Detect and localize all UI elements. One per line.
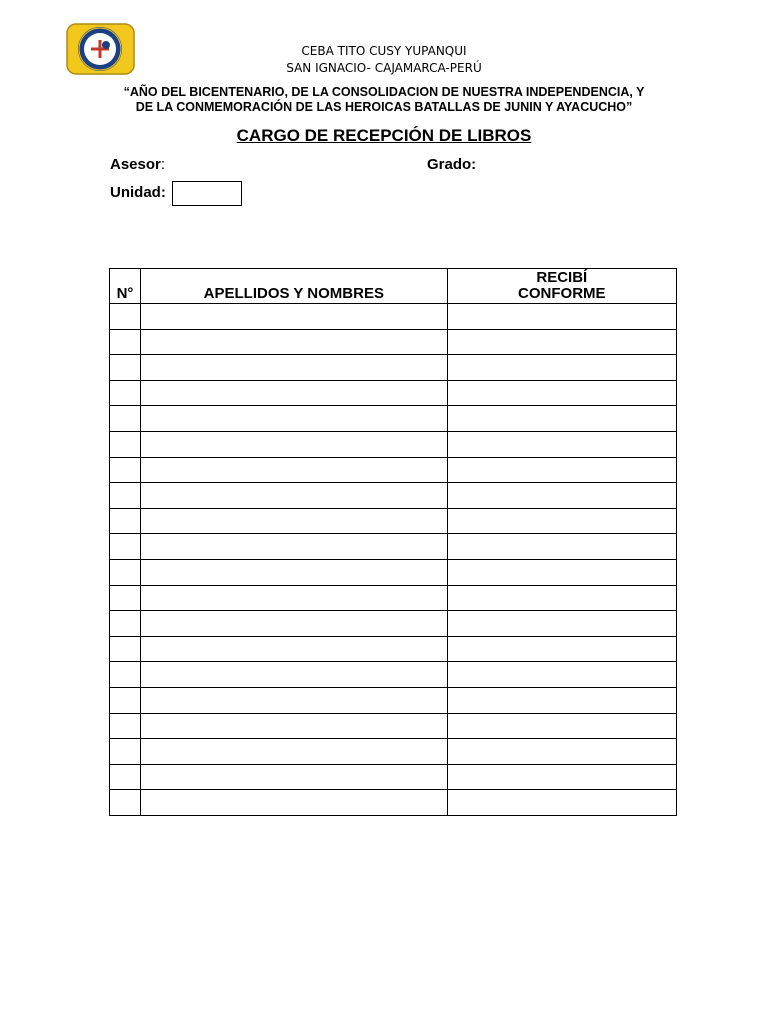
row-number-cell[interactable] [110, 508, 141, 534]
table-header-row [110, 269, 677, 304]
row-signature-cell[interactable] [447, 559, 676, 585]
row-names-cell[interactable] [141, 739, 448, 765]
row-names-cell[interactable] [141, 662, 448, 688]
asesor-colon: : [160, 156, 166, 173]
grado-label: Grado: [427, 156, 477, 173]
column-header-received-line1: RECIBÍ [536, 269, 588, 286]
row-signature-cell[interactable] [447, 380, 676, 406]
row-number-cell[interactable] [110, 304, 141, 330]
row-names-cell[interactable] [141, 355, 448, 381]
row-number-cell[interactable] [110, 431, 141, 457]
unidad-input-box[interactable] [172, 181, 242, 206]
row-names-cell[interactable] [141, 790, 448, 816]
row-number-cell[interactable] [110, 380, 141, 406]
year-motto-line1: “AÑO DEL BICENTENARIO, DE LA CONSOLIDACION DE NUESTRA INDEPENDENCIA, Y [123, 85, 645, 99]
unidad-field [110, 184, 166, 202]
unidad-label: Unidad: [110, 184, 166, 201]
row-signature-cell[interactable] [447, 764, 676, 790]
table-row [110, 355, 677, 381]
row-number-cell[interactable] [110, 559, 141, 585]
row-number-cell[interactable] [110, 534, 141, 560]
table-row [110, 559, 677, 585]
row-signature-cell[interactable] [447, 483, 676, 509]
row-signature-cell[interactable] [447, 713, 676, 739]
row-names-cell[interactable] [141, 457, 448, 483]
row-names-cell[interactable] [141, 585, 448, 611]
column-header-received-line2: CONFORME [518, 285, 606, 302]
row-signature-cell[interactable] [447, 457, 676, 483]
row-number-cell[interactable] [110, 406, 141, 432]
row-signature-cell[interactable] [447, 739, 676, 765]
row-signature-cell[interactable] [447, 662, 676, 688]
row-signature-cell[interactable] [447, 611, 676, 637]
row-signature-cell[interactable] [447, 406, 676, 432]
table-row [110, 431, 677, 457]
row-names-cell[interactable] [141, 687, 448, 713]
column-header-names: APELLIDOS Y NOMBRES [141, 269, 448, 304]
table-row [110, 483, 677, 509]
school-name: CEBA TITO CUSY YUPANQUI [301, 44, 467, 58]
row-names-cell[interactable] [141, 764, 448, 790]
table-row [110, 585, 677, 611]
row-number-cell[interactable] [110, 713, 141, 739]
table-row [110, 534, 677, 560]
table-row [110, 380, 677, 406]
row-signature-cell[interactable] [447, 636, 676, 662]
table-row [110, 329, 677, 355]
row-number-cell[interactable] [110, 483, 141, 509]
column-header-number: N° [110, 269, 141, 304]
table-row [110, 406, 677, 432]
row-number-cell[interactable] [110, 457, 141, 483]
document-title: CARGO DE RECEPCIÓN DE LIBROS [236, 126, 532, 145]
row-signature-cell[interactable] [447, 431, 676, 457]
row-names-cell[interactable] [141, 611, 448, 637]
row-names-cell[interactable] [141, 534, 448, 560]
row-names-cell[interactable] [141, 431, 448, 457]
row-names-cell[interactable] [141, 380, 448, 406]
table-row [110, 713, 677, 739]
table-body [110, 304, 677, 816]
row-names-cell[interactable] [141, 713, 448, 739]
row-signature-cell[interactable] [447, 329, 676, 355]
table-row [110, 508, 677, 534]
grado-field [427, 156, 476, 174]
row-number-cell[interactable] [110, 739, 141, 765]
row-number-cell[interactable] [110, 355, 141, 381]
row-number-cell[interactable] [110, 611, 141, 637]
row-names-cell[interactable] [141, 508, 448, 534]
row-names-cell[interactable] [141, 406, 448, 432]
table-row [110, 764, 677, 790]
table-row [110, 687, 677, 713]
row-signature-cell[interactable] [447, 585, 676, 611]
row-number-cell[interactable] [110, 329, 141, 355]
table-row [110, 739, 677, 765]
row-number-cell[interactable] [110, 790, 141, 816]
row-number-cell[interactable] [110, 764, 141, 790]
row-names-cell[interactable] [141, 304, 448, 330]
row-signature-cell[interactable] [447, 508, 676, 534]
column-header-received [447, 269, 676, 304]
row-signature-cell[interactable] [447, 534, 676, 560]
school-location: SAN IGNACIO- CAJAMARCA-PERÚ [286, 61, 482, 75]
row-number-cell[interactable] [110, 636, 141, 662]
asesor-label: Asesor [110, 156, 161, 173]
table-row [110, 662, 677, 688]
table-row [110, 457, 677, 483]
row-number-cell[interactable] [110, 662, 141, 688]
table-row [110, 790, 677, 816]
row-signature-cell[interactable] [447, 355, 676, 381]
year-motto-line2: DE LA CONMEMORACIÓN DE LAS HEROICAS BATALLAS DE JUNIN Y AYACUCHO” [135, 100, 633, 114]
row-names-cell[interactable] [141, 636, 448, 662]
reception-table [109, 268, 677, 816]
row-number-cell[interactable] [110, 585, 141, 611]
row-names-cell[interactable] [141, 559, 448, 585]
table-row [110, 611, 677, 637]
asesor-field [110, 156, 165, 174]
row-signature-cell[interactable] [447, 790, 676, 816]
row-signature-cell[interactable] [447, 687, 676, 713]
row-signature-cell[interactable] [447, 304, 676, 330]
row-number-cell[interactable] [110, 687, 141, 713]
table-row [110, 636, 677, 662]
row-names-cell[interactable] [141, 329, 448, 355]
row-names-cell[interactable] [141, 483, 448, 509]
table-row [110, 304, 677, 330]
